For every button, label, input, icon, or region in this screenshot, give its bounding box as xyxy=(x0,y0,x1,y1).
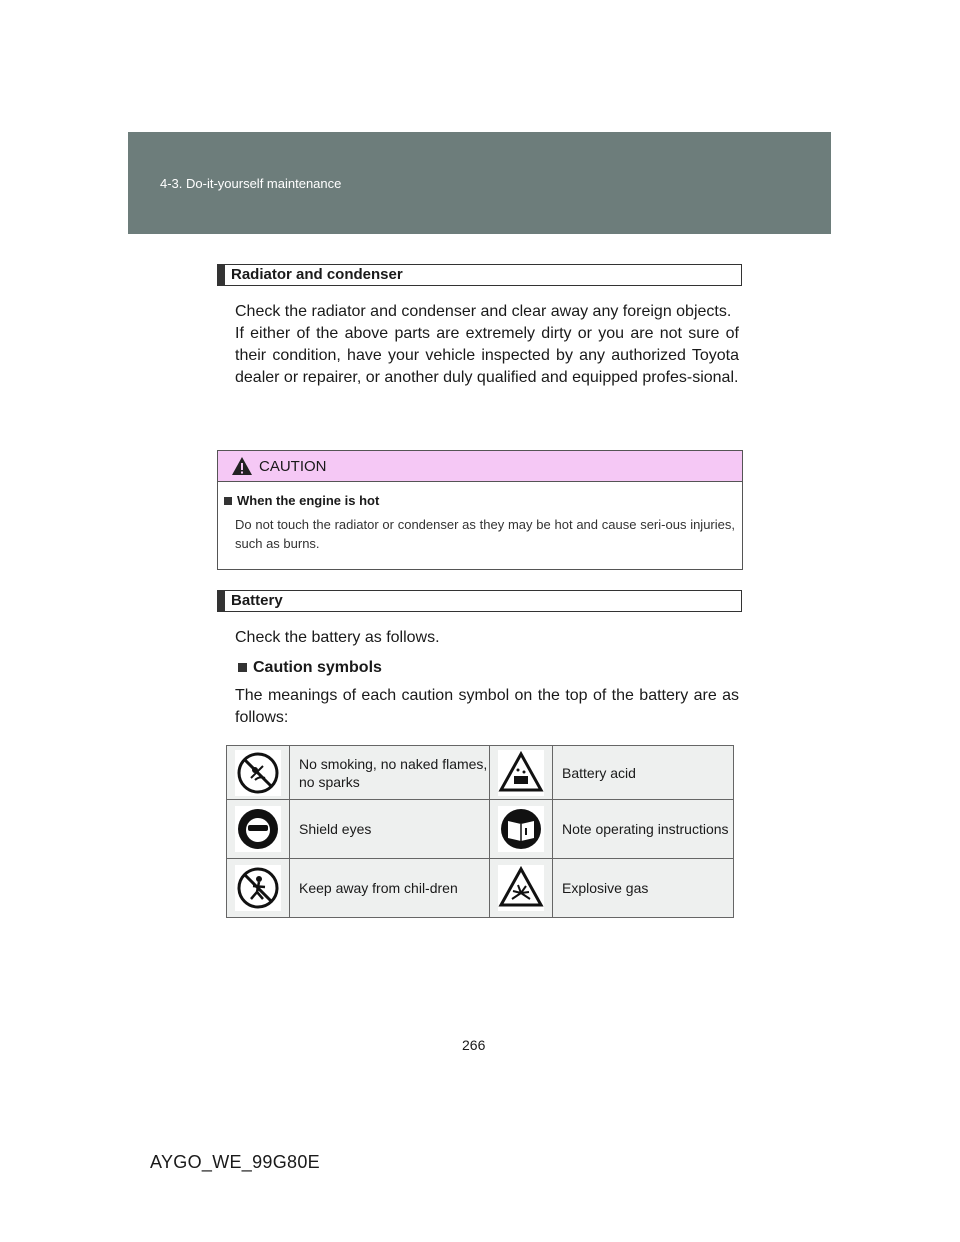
warning-icon xyxy=(231,456,253,476)
caution-title: CAUTION xyxy=(259,458,327,475)
battery-acid-icon xyxy=(498,750,544,796)
caution-symbols-table xyxy=(226,745,734,918)
shield-eyes-icon xyxy=(235,806,281,852)
page-number: 266 xyxy=(462,1037,486,1053)
caution-symbols-heading: Caution symbols xyxy=(238,659,382,677)
table-row xyxy=(227,800,734,859)
radiator-paragraph xyxy=(235,301,739,389)
radiator-heading xyxy=(217,264,742,286)
operating-instructions-icon xyxy=(498,806,544,852)
caution-subheading: When the engine is hot xyxy=(224,493,379,508)
symbol-label-battery-acid: Battery acid xyxy=(553,746,734,800)
battery-intro: Check the battery as follows. xyxy=(235,629,440,646)
symbol-label-instructions: Note operating instructions xyxy=(553,800,734,859)
battery-heading xyxy=(217,590,742,612)
no-smoking-icon xyxy=(235,750,281,796)
keep-away-children-icon xyxy=(235,865,281,911)
symbol-label-shield-eyes: Shield eyes xyxy=(290,800,490,859)
symbol-label-children: Keep away from chil-dren xyxy=(290,859,490,918)
battery-description: The meanings of each caution symbol on the top of the battery are as follows: xyxy=(235,687,739,726)
caution-text: Do not touch the radiator or condenser as they may be hot and cause seri-ous injuries, such as burns. xyxy=(235,517,735,551)
section-title: 4-3. Do-it-yourself maintenance xyxy=(160,176,342,191)
caution-box xyxy=(217,450,743,570)
caution-header xyxy=(218,451,742,482)
symbol-label-explosive-gas: Explosive gas xyxy=(553,859,734,918)
radiator-line-1: Check the radiator and condenser and clear away any foreign objects. xyxy=(235,303,732,320)
table-row xyxy=(227,859,734,918)
symbol-label-no-smoking: No smoking, no naked flames, no sparks xyxy=(290,746,490,800)
footer-code: AYGO_WE_99G80E xyxy=(150,1152,320,1172)
radiator-line-2: If either of the above parts are extremely dirty or you are not sure of their condition, have your vehicle inspected by any authorized Toyota dealer or repairer, or another duly qualified and equipped profes-sional. xyxy=(235,325,739,386)
explosive-gas-icon xyxy=(498,865,544,911)
battery-heading-text: Battery xyxy=(231,592,283,609)
table-row xyxy=(227,746,734,800)
radiator-heading-text: Radiator and condenser xyxy=(231,266,403,283)
